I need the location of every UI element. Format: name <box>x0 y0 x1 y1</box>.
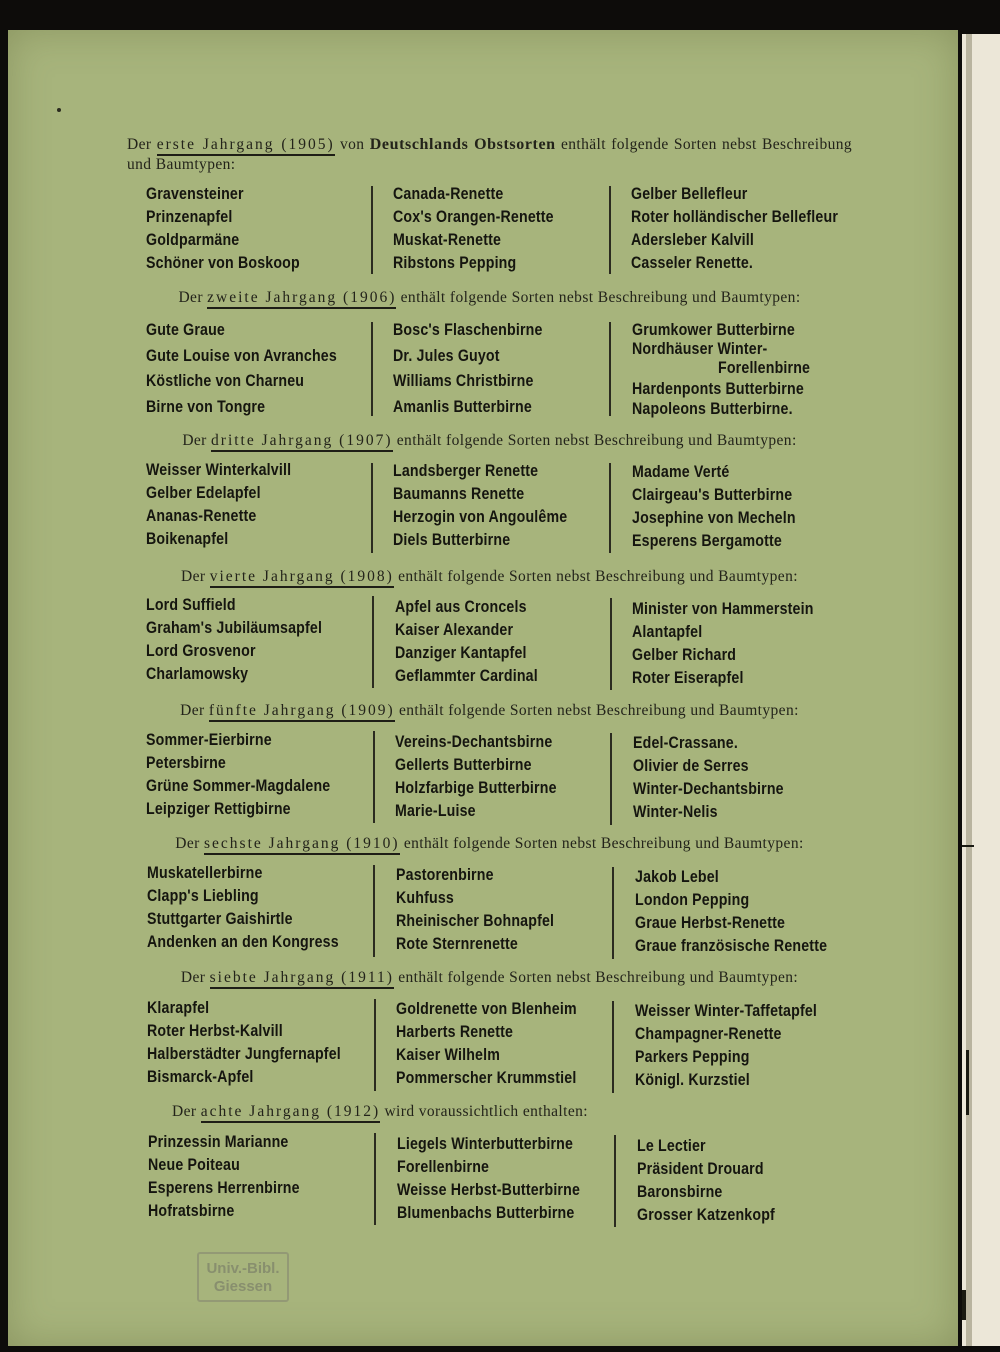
section-1909-col3: Edel-Crassane. Olivier de Serres Winter-Dechantsbirne Winter-Nelis <box>633 734 784 821</box>
column-divider <box>371 186 373 274</box>
section-1908-col1: Lord Suffield Graham's Jubiläumsapfel Lord Grosvenor Charlamowsky <box>146 596 323 683</box>
section-1907-intro: Der dritte Jahrgang (1907) enthält folgende Sorten nebst Beschreibung und Baumtypen: <box>127 431 852 451</box>
year-label-1911: siebte Jahrgang (1911) <box>210 969 394 989</box>
year-label-1910: sechste Jahrgang (1910) <box>204 835 400 855</box>
edge-mark <box>966 1050 969 1115</box>
year-label-1906: zweite Jahrgang (1906) <box>207 289 396 309</box>
section-1909-col1: Sommer-Eierbirne Petersbirne Grüne Sommer-Magdalene Leipziger Rettigbirne <box>146 731 331 818</box>
section-1910-intro: Der sechste Jahrgang (1910) enthält folgende Sorten nebst Beschreibung und Baumtypen: <box>127 834 852 854</box>
column-divider <box>609 322 611 416</box>
section-1906-col3: Grumkower Butterbirne Nordhäuser Winter- Forellenbirne Hardenponts Butterbirne Napoleons Butterbirne. <box>632 321 811 418</box>
section-1907-col3: Madame Verté Clairgeau's Butterbirne Josephine von Mecheln Esperens Bergamotte <box>632 463 796 550</box>
section-1909-col2: Vereins-Dechantsbirne Gellerts Butterbirne Holzfarbige Butterbirne Marie-Luise <box>395 733 557 820</box>
section-1912-col3: Le Lectier Präsident Drouard Baronsbirne Grosser Katzenkopf <box>637 1137 775 1224</box>
section-1911-col3: Weisser Winter-Taffetapfel Champagner-Renette Parkers Pepping Königl. Kurzstiel <box>635 1002 818 1089</box>
section-1910-col2: Pastorenbirne Kuhfuss Rheinischer Bohnapfel Rote Sternrenette <box>396 866 555 953</box>
library-stamp: Univ.-Bibl. Giessen <box>197 1252 289 1302</box>
section-1912-col2: Liegels Winterbutterbirne Forellenbirne Weisse Herbst-Butterbirne Blumenbachs Butterbirne <box>397 1135 581 1222</box>
section-1906-col1: Gute Graue Gute Louise von Avranches Köstliche von Charneu Birne von Tongre <box>146 321 337 416</box>
edge-mark <box>962 845 974 847</box>
section-1907-col1: Weisser Winterkalvill Gelber Edelapfel Ananas-Renette Boikenapfel <box>146 461 292 548</box>
facing-page-edge <box>962 34 1000 1346</box>
section-1912-col1: Prinzessin Marianne Neue Poiteau Esperens Herrenbirne Hofratsbirne <box>148 1133 300 1220</box>
page-speck <box>57 108 61 112</box>
section-1911-intro: Der siebte Jahrgang (1911) enthält folgende Sorten nebst Beschreibung und Baumtypen: <box>127 968 852 988</box>
column-divider <box>610 733 612 825</box>
column-divider <box>371 322 373 416</box>
section-1908-col3: Minister von Hammerstein Alantapfel Gelber Richard Roter Eiserapfel <box>632 600 814 687</box>
section-1910-col1: Muskatellerbirne Clapp's Liebling Stuttgarter Gaishirtle Andenken an den Kongress <box>147 864 339 951</box>
year-label-1908: vierte Jahrgang (1908) <box>210 568 394 588</box>
column-divider <box>373 731 375 823</box>
section-1906-col2: Bosc's Flaschenbirne Dr. Jules Guyot Williams Christbirne Amanlis Butterbirne <box>393 321 543 416</box>
column-divider <box>374 1133 376 1225</box>
section-1905-col2: Canada-Renette Cox's Orangen-Renette Muskat-Renette Ribstons Pepping <box>393 185 554 272</box>
year-label-1905: erste Jahrgang (1905) <box>157 136 335 156</box>
section-1907-col2: Landsberger Renette Baumanns Renette Herzogin von Angoulême Diels Butterbirne <box>393 462 568 549</box>
section-1911-col1: Klarapfel Roter Herbst-Kalvill Halberstädter Jungfernapfel Bismarck-Apfel <box>147 999 341 1086</box>
edge-mark <box>962 1290 966 1320</box>
section-1908-col2: Apfel aus Croncels Kaiser Alexander Danziger Kantapfel Geflammter Cardinal <box>395 598 538 685</box>
year-label-1909: fünfte Jahrgang (1909) <box>209 702 395 722</box>
year-label-1907: dritte Jahrgang (1907) <box>211 432 392 452</box>
year-label-1912: achte Jahrgang (1912) <box>201 1103 380 1123</box>
section-1908-intro: Der vierte Jahrgang (1908) enthält folgende Sorten nebst Beschreibung und Baumtypen: <box>127 567 852 587</box>
column-divider <box>374 999 376 1091</box>
column-divider <box>372 596 374 688</box>
column-divider <box>612 1001 614 1093</box>
column-divider <box>373 865 375 957</box>
section-1912-intro: Der achte Jahrgang (1912) wird voraussichtlich enthalten: <box>172 1102 772 1122</box>
column-divider <box>610 598 612 690</box>
column-divider <box>609 463 611 553</box>
column-divider <box>371 463 373 553</box>
column-divider <box>614 1135 616 1227</box>
section-1905-col3: Gelber Bellefleur Roter holländischer Bellefleur Adersleber Kalvill Casseler Renette. <box>631 185 839 272</box>
section-1910-col3: Jakob Lebel London Pepping Graue Herbst-Renette Graue französische Renette <box>635 868 828 955</box>
column-divider <box>612 867 614 959</box>
column-divider <box>609 186 611 274</box>
section-1906-intro: Der zweite Jahrgang (1906) enthält folgende Sorten nebst Beschreibung und Baumtypen: <box>127 288 852 308</box>
publication-title: Deutschlands Obstsorten <box>369 136 556 153</box>
section-1905-intro: Der erste Jahrgang (1905) von Deutschlands Obstsorten enthält folgende Sorten nebst Beschreibung und Baumtypen: <box>127 136 853 173</box>
section-1905-col1: Gravensteiner Prinzenapfel Goldparmäne Schöner von Boskoop <box>146 185 300 272</box>
section-1911-col2: Goldrenette von Blenheim Harberts Renette Kaiser Wilhelm Pommerscher Krummstiel <box>396 1000 577 1087</box>
section-1909-intro: Der fünfte Jahrgang (1909) enthält folgende Sorten nebst Beschreibung und Baumtypen: <box>127 701 852 721</box>
